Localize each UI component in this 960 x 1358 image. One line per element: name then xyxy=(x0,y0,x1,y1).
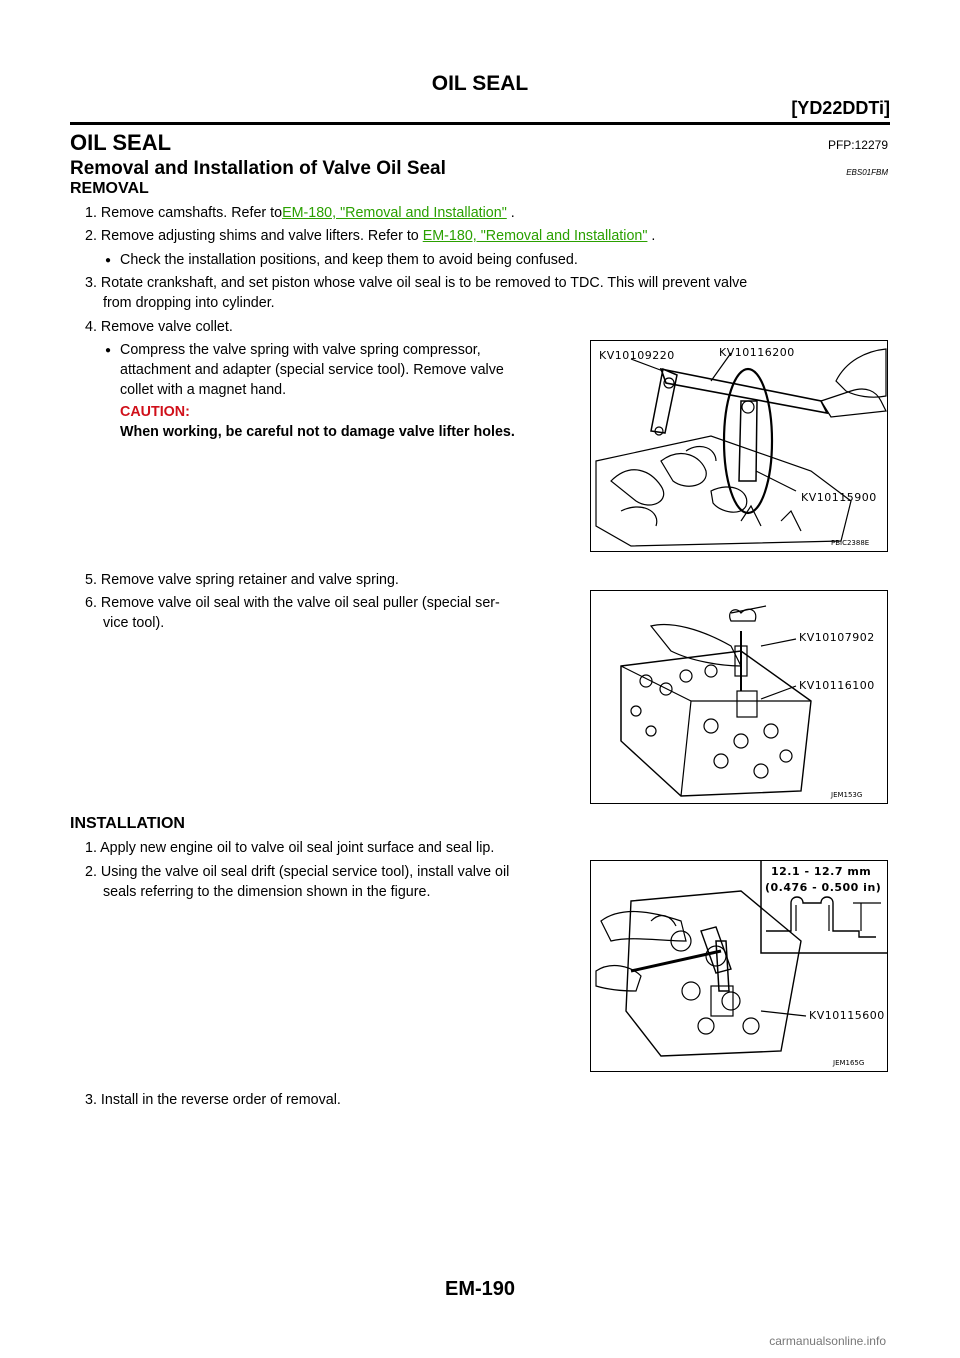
installation-step-3: 3. Install in the reverse order of removal. xyxy=(85,1092,341,1108)
subsection-code: EBS01FBM xyxy=(846,168,888,177)
header-divider xyxy=(70,122,890,125)
removal-step-6-line2: vice tool). xyxy=(103,615,165,631)
fig3-code: JEM165G xyxy=(833,1059,865,1067)
fig2-code: JEM153G xyxy=(831,791,863,799)
removal-step-2: 2. Remove adjusting shims and valve lifters. Refer to EM-180, "Removal and Installation" . xyxy=(85,228,656,244)
section-title: OIL SEAL xyxy=(70,130,172,155)
fig3-dimension-mm: 12.1 - 12.7 mm xyxy=(771,865,872,878)
removal-step-4-bullet: ● Compress the valve spring with valve spring compressor, xyxy=(120,340,481,360)
removal-step-5: 5. Remove valve spring retainer and valve spring. xyxy=(85,572,399,588)
fig2-label-kv10116100: KV10116100 xyxy=(799,679,875,692)
caution-text: When working, be careful not to damage valve lifter holes. xyxy=(120,424,515,440)
installation-step-1: 1. Apply new engine oil to valve oil seal joint surface and seal lip. xyxy=(85,840,495,856)
fig2-label-kv10107902: KV10107902 xyxy=(799,631,875,644)
removal-step-1: 1. Remove camshafts. Refer toEM-180, "Removal and Installation" . xyxy=(85,205,515,221)
caution-label: CAUTION: xyxy=(120,404,190,420)
figure-valve-oil-seal-drift xyxy=(590,860,888,1072)
page-header-title: OIL SEAL xyxy=(431,72,529,95)
installation-heading: INSTALLATION xyxy=(70,815,185,832)
fig1-label-kv10109220: KV10109220 xyxy=(599,349,675,362)
valve-compressor-illustration xyxy=(591,341,887,551)
removal-step-4-bullet-l3: collet with a magnet hand. xyxy=(120,382,287,398)
fig3-label-kv10115600: KV10115600 xyxy=(809,1009,885,1022)
subsection-title: Removal and Installation of Valve Oil Seal xyxy=(70,158,446,179)
removal-step-3-line2: from dropping into cylinder. xyxy=(103,295,275,311)
figure-valve-spring-compressor xyxy=(590,340,888,552)
figure-valve-oil-seal-puller xyxy=(590,590,888,804)
removal-step-6-line1: 6. Remove valve oil seal with the valve oil seal puller (special ser- xyxy=(85,595,500,611)
removal-step-4: 4. Remove valve collet. xyxy=(85,319,233,335)
em180-link-2[interactable]: EM-180, "Removal and Installation" xyxy=(422,228,648,244)
em180-link-1[interactable]: EM-180, "Removal and Installation" xyxy=(282,205,507,221)
installation-step-2-line2: seals referring to the dimension shown in the figure. xyxy=(103,884,431,900)
pfp-code: PFP:12279 xyxy=(827,138,888,152)
page-number: EM-190 xyxy=(444,1278,516,1300)
engine-model: [YD22DDTi] xyxy=(791,98,890,118)
oil-seal-puller-illustration xyxy=(591,591,887,803)
fig1-code: PBIC2388E xyxy=(831,539,870,547)
fig1-label-kv10115900: KV10115900 xyxy=(801,491,877,504)
removal-step-3-line1: 3. Rotate crankshaft, and set piston whose valve oil seal is to be removed to TDC. This will prevent valve xyxy=(85,275,748,291)
fig3-dimension-in: (0.476 - 0.500 in) xyxy=(765,881,882,894)
removal-heading: REMOVAL xyxy=(70,180,149,197)
removal-step-2-bullet: ● Check the installation positions, and keep them to avoid being confused. xyxy=(120,250,578,270)
watermark: carmanualsonline.info xyxy=(769,1334,886,1348)
removal-step-4-bullet-l2: attachment and adapter (special service tool). Remove valve xyxy=(120,362,504,378)
installation-step-2-line1: 2. Using the valve oil seal drift (special service tool), install valve oil xyxy=(85,864,510,880)
fig1-label-kv10116200: KV10116200 xyxy=(719,346,795,359)
